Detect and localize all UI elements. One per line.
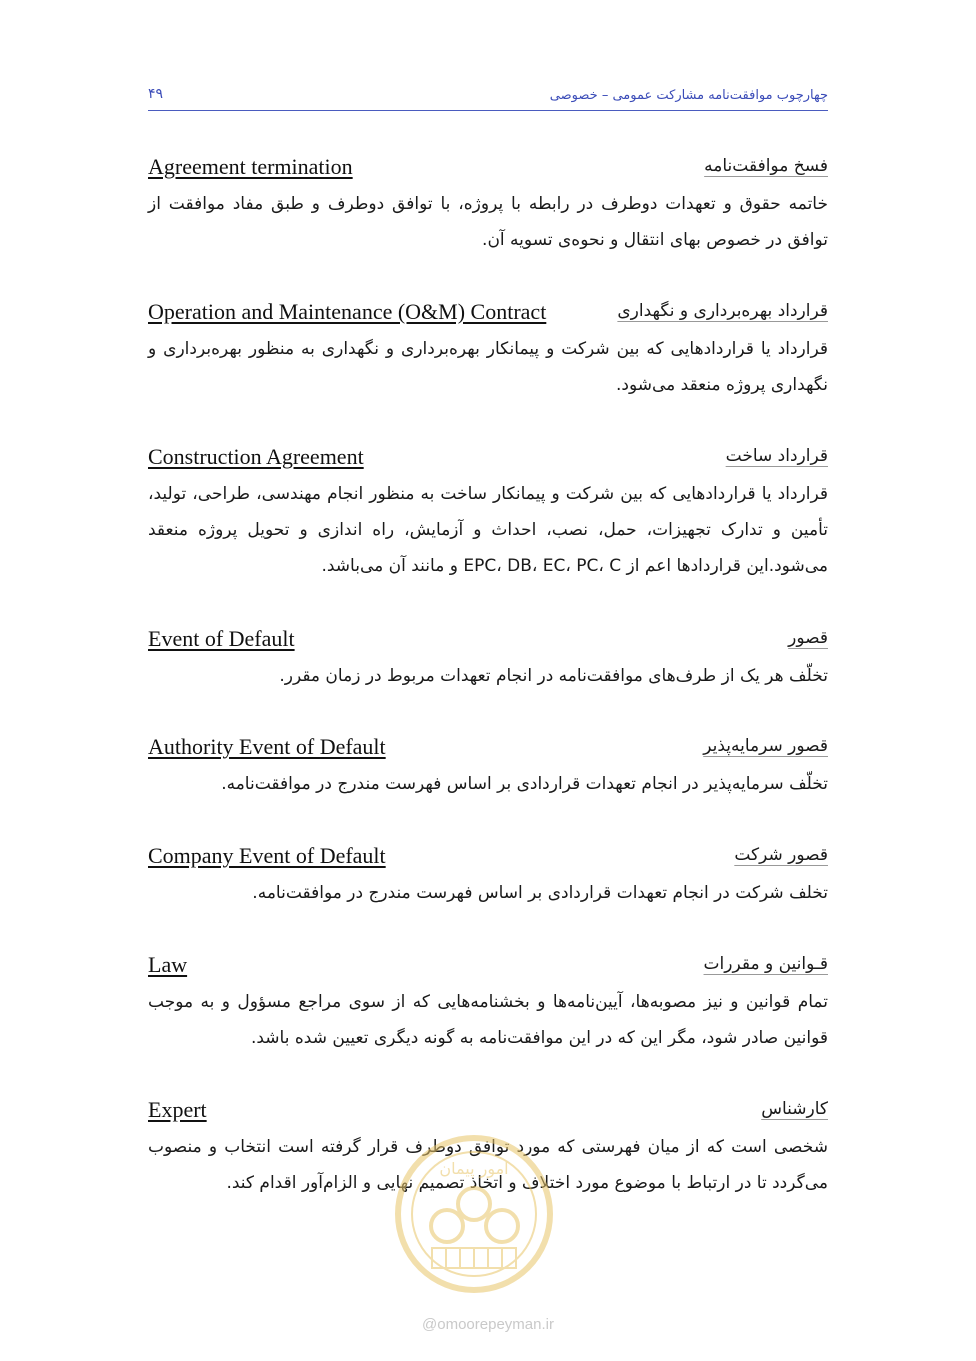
english-term: Authority Event of Default [148, 734, 386, 759]
glossary-entry [148, 299, 828, 403]
english-term: Agreement termination [148, 154, 353, 179]
persian-term: قصور [788, 628, 828, 648]
term-definition: تخلّف سرمایه‌پذیر در انجام تعهدات قراردادی بر اساس فهرست مندرج در موافقت‌نامه. [221, 774, 828, 794]
watermark-logo-text: امور پیمان [439, 1159, 509, 1178]
glossary-entry [148, 734, 828, 802]
glossary-entry [148, 843, 828, 911]
watermark-logo [392, 1130, 556, 1300]
page-header [148, 84, 828, 111]
glossary-entry [148, 626, 828, 694]
term-definition: شخصی است که از میان فهرستی که مورد توافق دوطرف قرار گرفته است انتخاب و منصوب می‌گردد تا در ارتباط با موضوع مورد اختلاف و اتخاذ تصمیم نهایی و الزام‌آور اقدام کند. [148, 1137, 828, 1193]
watermark-url: @omoorepeyman.ir [422, 1316, 554, 1333]
persian-term: قـوانین و مقررات [703, 954, 828, 974]
running-title: چهارچوب موافقت‌نامه مشارکت عمومی – خصوصی [549, 88, 828, 103]
persian-term: قرارداد بهره‌برداری و نگهداری [617, 301, 828, 321]
glossary-entry [148, 444, 828, 584]
english-term: Event of Default [148, 626, 295, 651]
english-term: Expert [148, 1097, 207, 1122]
glossary-entry [148, 952, 828, 1056]
english-term: Construction Agreement [148, 444, 364, 469]
term-definition: تخلّف هر یک از طرف‌های موافقت‌نامه در انجام تعهدات مربوط در زمان مقرر. [279, 666, 828, 686]
page-number: ۴۹ [148, 86, 164, 102]
persian-term: قصور سرمایه‌پذیر [703, 736, 828, 756]
glossary-entry [148, 154, 828, 258]
term-definition: تمام قوانین و نیز مصوبه‌ها، آیین‌نامه‌ها و بخشنامه‌هایی که از سوی مراجع مسؤول و به موجب قوانین صادر شود، مگر این که در این موافقت‌نامه به گونه دیگری تعیین شده باشد. [148, 992, 828, 1048]
english-term: Operation and Maintenance (O&M) Contract [148, 299, 547, 324]
persian-term: قصور شرکت [734, 845, 828, 865]
term-definition: قرارداد یا قراردادهایی که بین شرکت و پیمانکار بهره‌برداری و نگهداری به منظور بهره‌برداری و نگهداری پروژه منعقد می‌شود. [148, 339, 828, 395]
english-term: Law [148, 952, 188, 977]
persian-term: کارشناس [761, 1099, 828, 1119]
term-definition: تخلف شرکت در انجام تعهدات قراردادی بر اساس فهرست مندرج در موافقت‌نامه. [252, 883, 828, 903]
english-term: Company Event of Default [148, 843, 386, 868]
term-definition: قرارداد یا قراردادهایی که بین شرکت و پیمانکار ساخت به منظور انجام مهندسی، طراحی، تولید، تأمین و تدارک تجهیزات، حمل، نصب، احداث و آزمایش، راه اندازی و تحویل پروژه منعقد می‌شود.این قراردادها اعم از EPC، DB، EC، PC، C و مانند آن می‌باشد. [148, 484, 828, 576]
persian-term: قرارداد ساخت [725, 446, 828, 466]
persian-term: فسخ موافقت‌نامه [704, 156, 828, 176]
term-definition: خاتمه حقوق و تعهدات دوطرف در رابطه با پروژه، با توافق دوطرف و طبق مفاد موافقت از توافق در خصوص بهای انتقال و نحوه‌ی تسویه آن. [148, 194, 828, 250]
